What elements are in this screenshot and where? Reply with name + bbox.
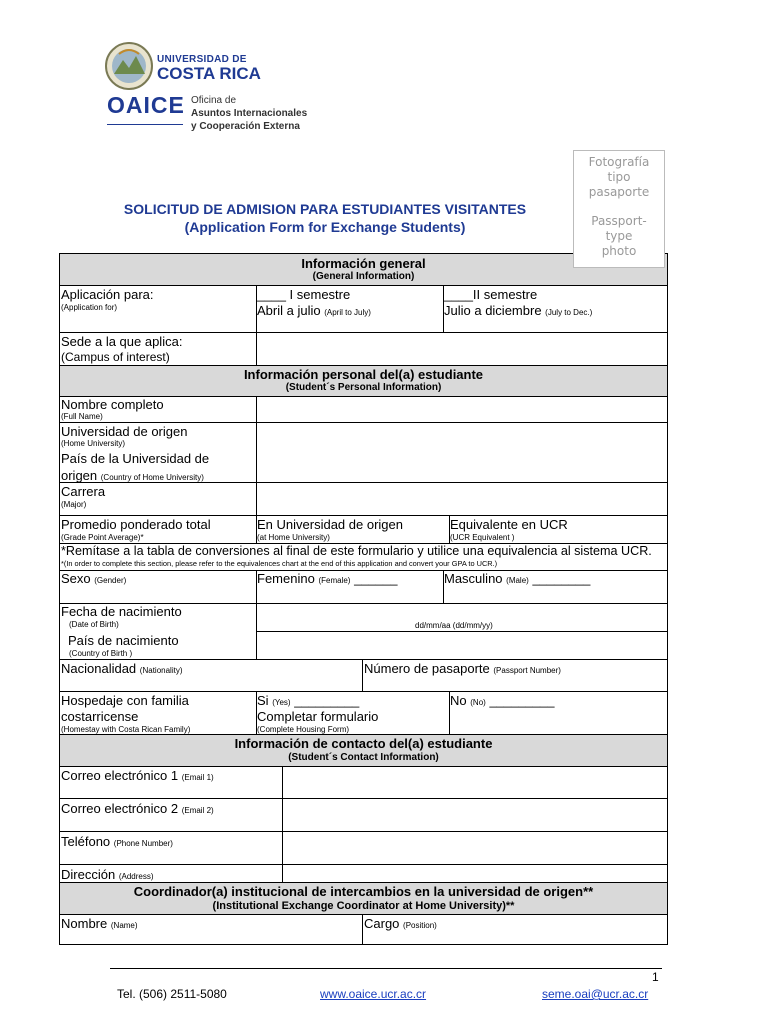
homestay-label-en: (Homestay with Costa Rican Family) bbox=[61, 725, 191, 734]
dob-label: Fecha de nacimiento bbox=[61, 604, 182, 619]
phone-label: Teléfono (Phone Number) bbox=[61, 834, 173, 849]
logo-office-line2: Asuntos Internacionales bbox=[191, 108, 308, 119]
birth-country-label-en: (Country of Birth ) bbox=[69, 649, 133, 658]
dob-label-en: (Date of Birth) bbox=[69, 620, 119, 629]
email2-label: Correo electrónico 2 (Email 2) bbox=[61, 801, 214, 816]
oaice-logo bbox=[105, 40, 325, 140]
contact-heading: Información de contacto del(a) estudiante bbox=[234, 736, 493, 751]
birth-country-label: País de nacimiento bbox=[68, 633, 179, 648]
campus-label-en: (Campus of interest) bbox=[61, 350, 170, 364]
first-semester-detail: Abril a julio (April to July) bbox=[257, 303, 371, 318]
photo-label-3: pasaporte bbox=[588, 185, 650, 199]
homestay-no-option[interactable]: No (No) _________ bbox=[450, 693, 555, 708]
logo-university-text: UNIVERSIDAD DE bbox=[157, 54, 247, 65]
coordinator-heading: Coordinador(a) institucional de intercambios en la universidad de origen** bbox=[133, 884, 594, 899]
form-title-en: (Application Form for Exchange Students) bbox=[184, 219, 466, 235]
birth-country-field[interactable] bbox=[257, 632, 667, 658]
logo-office-line1: Oficina de bbox=[191, 95, 237, 106]
homestay-label-2: costarricense bbox=[61, 709, 139, 724]
photo-label-4: Passport- bbox=[591, 214, 647, 228]
male-option[interactable]: Masculino (Male) ________ bbox=[444, 571, 591, 586]
logo-oaice-text: OAICE bbox=[107, 92, 185, 118]
logo-office-line3: y Cooperación Externa bbox=[191, 121, 300, 132]
phone-field[interactable] bbox=[283, 832, 667, 863]
full-name-field[interactable] bbox=[257, 397, 667, 421]
gpa-home-label-en: (at Home University) bbox=[257, 533, 330, 542]
gpa-note-en: *(In order to complete this section, please refer to the equivalences chart at the end of this application and convert your GPA to UCR.) bbox=[61, 559, 498, 568]
footer-phone: Tel. (506) 2511-5080 bbox=[117, 987, 227, 1001]
footer-website-link[interactable]: www.oaice.ucr.ac.cr bbox=[320, 987, 427, 1001]
form-title-es: SOLICITUD DE ADMISION PARA ESTUDIANTES VISITANTES bbox=[123, 201, 527, 217]
address-field[interactable] bbox=[283, 865, 667, 881]
email1-field[interactable] bbox=[283, 767, 667, 797]
campus-field[interactable] bbox=[257, 333, 667, 364]
home-university-label-en: (Home University) bbox=[61, 439, 126, 448]
homestay-label: Hospedaje con familia bbox=[61, 693, 189, 708]
second-semester-option[interactable]: ____II semestre bbox=[444, 287, 538, 302]
major-label: Carrera bbox=[61, 484, 106, 499]
home-university-label: Universidad de origen bbox=[61, 424, 188, 439]
gpa-ucr-label-en: (UCR Equivalent ) bbox=[450, 533, 515, 542]
coordinator-name-field[interactable] bbox=[60, 932, 362, 944]
gpa-label-en: (Grade Point Average)* bbox=[61, 533, 144, 542]
complete-form-label: Completar formulario bbox=[257, 709, 379, 724]
footer-rule bbox=[110, 968, 662, 969]
personal-heading-en: (Student´s Personal Information) bbox=[285, 382, 442, 393]
contact-heading-en: (Student´s Contact Information) bbox=[288, 752, 439, 763]
logo-costa-rica-text: COSTA RICA bbox=[157, 64, 261, 83]
major-label-en: (Major) bbox=[61, 500, 87, 509]
personal-heading: Información personal del(a) estudiante bbox=[243, 367, 484, 382]
female-option[interactable]: Femenino (Female) ______ bbox=[257, 571, 398, 586]
form-title bbox=[60, 200, 590, 236]
general-heading-en: (General Information) bbox=[312, 271, 415, 282]
passport-label: Número de pasaporte (Passport Number) bbox=[364, 661, 561, 676]
dob-field[interactable] bbox=[257, 604, 667, 630]
photo-label-5: type bbox=[605, 229, 633, 243]
coordinator-position-label: Cargo (Position) bbox=[364, 916, 437, 931]
general-heading: Información general bbox=[301, 256, 426, 271]
application-for-label-en: (Application for) bbox=[61, 303, 118, 312]
coordinator-position-field[interactable] bbox=[363, 932, 667, 944]
dob-format-hint: dd/mm/aa (dd/mm/yy) bbox=[415, 621, 493, 630]
sex-label: Sexo (Gender) bbox=[61, 571, 127, 586]
email1-label: Correo electrónico 1 (Email 1) bbox=[61, 768, 214, 783]
application-for-label: Aplicación para: bbox=[61, 287, 154, 302]
complete-form-label-en: (Complete Housing Form) bbox=[257, 725, 350, 734]
campus-label: Sede a la que aplica: bbox=[61, 334, 183, 349]
address-label: Dirección (Address) bbox=[61, 867, 154, 882]
home-university-field[interactable] bbox=[257, 423, 667, 481]
coordinator-name-label: Nombre (Name) bbox=[61, 916, 138, 931]
gpa-note: *Remítase a la tabla de conversiones al final de este formulario y utilice una equivalencia al sistema UCR. bbox=[61, 544, 652, 558]
nationality-label: Nacionalidad (Nationality) bbox=[61, 661, 183, 676]
passport-photo-box[interactable] bbox=[573, 150, 665, 268]
home-country-label-2: origen (Country of Home University) bbox=[61, 468, 204, 483]
major-field[interactable] bbox=[257, 483, 667, 514]
second-semester-detail: Julio a diciembre (July to Dec.) bbox=[444, 303, 593, 318]
coordinator-heading-en: (Institutional Exchange Coordinator at Home University)** bbox=[212, 900, 515, 912]
nationality-field[interactable] bbox=[60, 660, 362, 690]
homestay-yes-option[interactable]: Si (Yes) _________ bbox=[257, 693, 360, 708]
gpa-home-label[interactable]: En Universidad de origen bbox=[257, 517, 403, 532]
full-name-label: Nombre completo bbox=[61, 397, 164, 412]
first-semester-option[interactable]: ____ I semestre bbox=[257, 287, 351, 302]
photo-label-6: photo bbox=[601, 244, 637, 258]
page-number: 1 bbox=[652, 970, 659, 984]
full-name-label-en: (Full Name) bbox=[61, 412, 103, 421]
photo-label-2: tipo bbox=[607, 170, 631, 184]
photo-label-1: Fotografía bbox=[588, 155, 650, 169]
passport-field[interactable] bbox=[363, 676, 667, 690]
gpa-ucr-label[interactable]: Equivalente en UCR bbox=[450, 517, 568, 532]
logo-underline bbox=[107, 124, 183, 125]
gpa-label: Promedio ponderado total bbox=[61, 517, 211, 532]
email2-field[interactable] bbox=[283, 799, 667, 830]
home-country-label: País de la Universidad de bbox=[61, 451, 210, 466]
footer-email-link[interactable]: seme.oai@ucr.ac.cr bbox=[542, 987, 649, 1001]
